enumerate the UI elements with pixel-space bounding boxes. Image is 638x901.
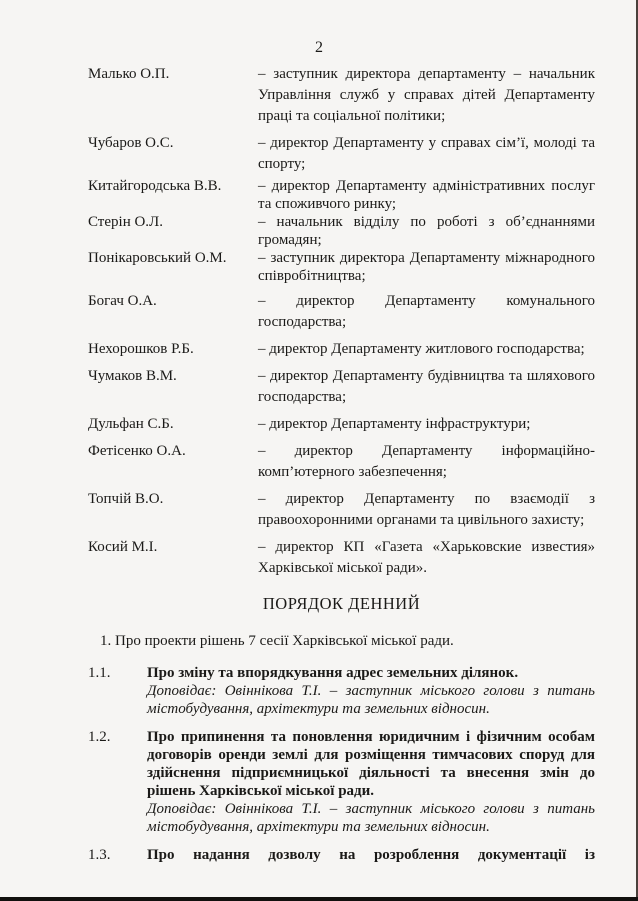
official-name: Малько О.П. [88, 66, 170, 82]
agenda-intro: 1. Про проекти рішень 7 сесії Харківської міської ради. [100, 633, 454, 649]
official-role: – заступник директора департаменту – начальник Управління служб у справах дітей Департаменту праці та соціальної політики; [258, 66, 595, 124]
page-number: 2 [315, 39, 323, 56]
official-role: – директор Департаменту інфраструктури; [258, 416, 531, 432]
scan-bottom-edge-line [0, 897, 638, 901]
agenda-item [88, 664, 595, 718]
official-row [88, 64, 595, 127]
item-speaker: Доповідає: Овіннікова Т.І. – заступник міського голови з питань містобудування, архітектури та земельних відносин. [147, 801, 595, 835]
item-title: Про зміну та впорядкування адрес земельних ділянок. [147, 665, 519, 681]
official-row [88, 441, 595, 483]
official-name: Дульфан С.Б. [88, 416, 174, 432]
official-name: Косий М.І. [88, 539, 158, 555]
official-name: Чумаков В.М. [88, 368, 177, 384]
agenda-item [88, 846, 595, 864]
official-row [88, 537, 595, 579]
item-body [147, 846, 595, 864]
page-content [88, 64, 595, 874]
official-role: – начальник відділу по роботі з об’єднаннями громадян; [258, 214, 595, 248]
item-speaker: Доповідає: Овіннікова Т.І. – заступник міського голови з питань містобудування, архітектури та земельних відносин. [147, 683, 595, 717]
official-role: – директор Департаменту адміністративних послуг та споживчого ринку; [258, 178, 595, 212]
agenda-items [88, 664, 595, 864]
official-row [88, 366, 595, 408]
official-name: Нехорошков Р.Б. [88, 341, 194, 357]
official-row [88, 339, 595, 360]
official-role: – заступник директора Департаменту міжнародного співробітництва; [258, 250, 595, 284]
official-name: Топчій В.О. [88, 491, 164, 507]
official-name: Стерін О.Л. [88, 214, 163, 230]
agenda-item [88, 728, 595, 836]
official-name: Понікаровський О.М. [88, 250, 227, 266]
officials-list [88, 64, 595, 579]
official-row [88, 213, 595, 249]
official-role: – директор Департаменту комунального господарства; [258, 293, 595, 330]
item-number: 1.2. [88, 729, 111, 745]
official-row [88, 291, 595, 333]
official-row [88, 249, 595, 285]
item-body [147, 664, 595, 718]
official-name: Чубаров О.С. [88, 135, 174, 151]
official-row [88, 414, 595, 435]
agenda-heading: ПОРЯДОК ДЕННИЙ [262, 594, 421, 613]
official-row [88, 133, 595, 175]
official-name: Фетісенко О.А. [88, 443, 186, 459]
official-role: – директор КП «Газета «Харьковские известия» Харківської міської ради». [258, 539, 595, 576]
official-role: – директор Департаменту житлового господарства; [258, 341, 585, 357]
item-number: 1.3. [88, 847, 111, 863]
item-body [147, 728, 595, 836]
official-name: Богач О.А. [88, 293, 157, 309]
official-role: – директор Департаменту інформаційно-комп’ютерного забезпечення; [258, 443, 595, 480]
item-title: Про надання дозволу на розроблення документації із [147, 847, 595, 863]
item-title: Про припинення та поновлення юридичним і фізичним особам договорів оренди землі для розміщення тимчасових споруд для здійснення підприємницької діяльності та внесення змін до рішень Харківської міської ради. [147, 729, 595, 799]
official-name: Китайгородська В.В. [88, 178, 222, 194]
item-number: 1.1. [88, 665, 111, 681]
official-row [88, 177, 595, 213]
official-role: – директор Департаменту у справах сім’ї, молоді та спорту; [258, 135, 595, 172]
official-role: – директор Департаменту по взаємодії з правоохоронними органами та цивільного захисту; [258, 491, 595, 528]
official-row [88, 489, 595, 531]
official-role: – директор Департаменту будівництва та шляхового господарства; [258, 368, 595, 405]
